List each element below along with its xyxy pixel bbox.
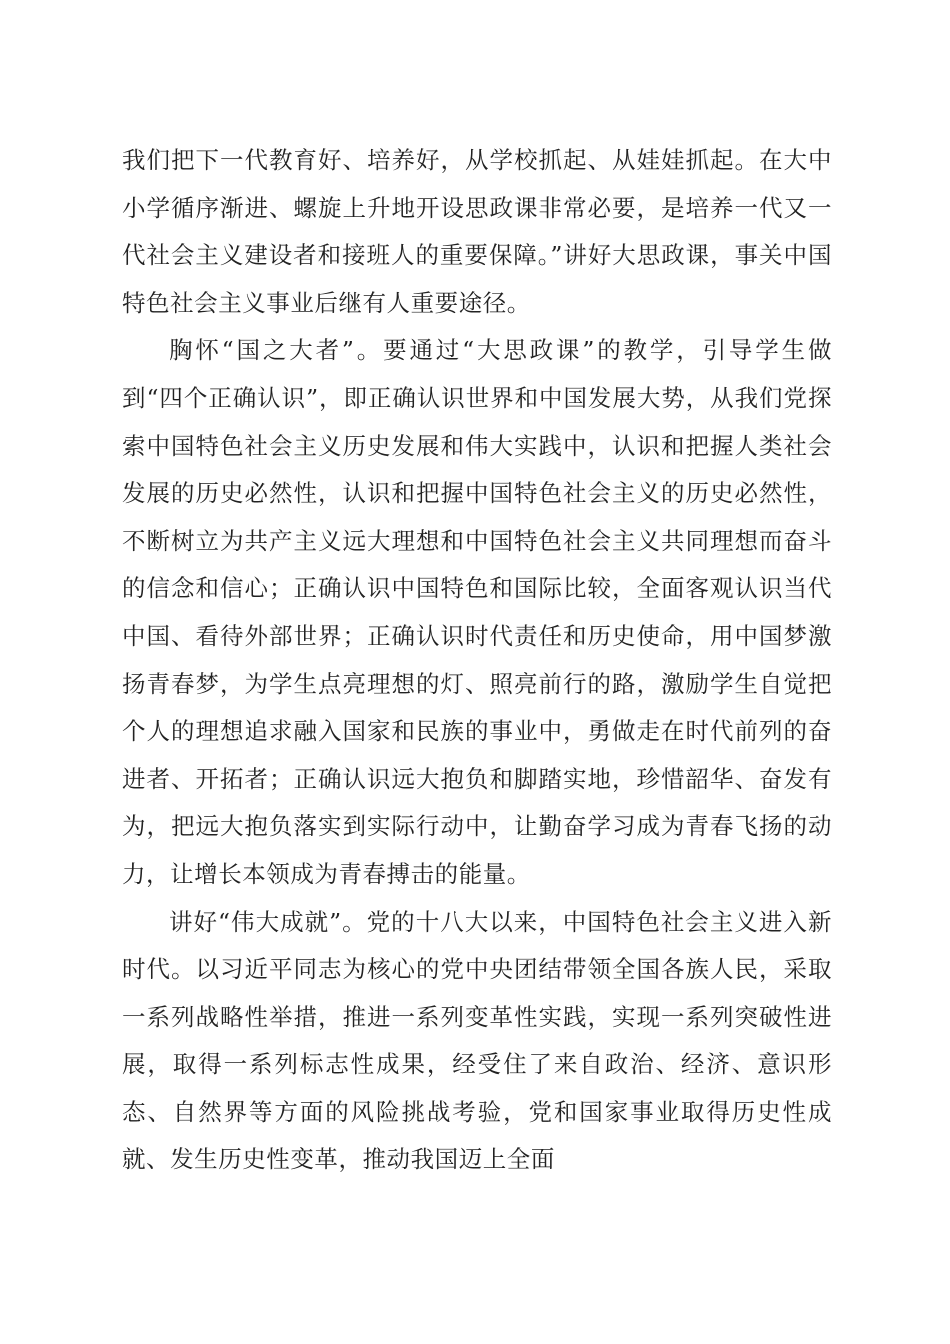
document-body (122, 137, 832, 1184)
paragraph-guo-zhi-da-zhe: 胸怀“国之大者”。要通过“大思政课”的教学，引导学生做到“四个正确认识”，即正确认识世界和中国发展大势，从我们党探索中国特色社会主义历史发展和伟大实践中，认识和把握人类社会发展的历史必然性，认识和把握中国特色社会主义的历史必然性，不断树立为共产主义远大理想和中国特色社会主义共同理想而奋斗的信念和信心；正确认识中国特色和国际比较，全面客观认识当代中国、看待外部世界；正确认识时代责任和历史使命，用中国梦激扬青春梦，为学生点亮理想的灯、照亮前行的路，激励学生自觉把个人的理想追求融入国家和民族的事业中，勇做走在时代前列的奋进者、开拓者；正确认识远大抱负和脚踏实地，珍惜韶华、奋发有为，把远大抱负落实到实际行动中，让勤奋学习成为青春飞扬的动力，让增长本领成为青春搏击的能量。 (122, 336, 832, 888)
paragraph-continuation: 我们把下一代教育好、培养好，从学校抓起、从娃娃抓起。在大中小学循序渐进、螺旋上升地开设思政课非常必要，是培养一代又一代社会主义建设者和接班人的重要保障。”讲好大思政课，事关中国特色社会主义事业后继有人重要途径。 (122, 146, 832, 317)
paragraph-wei-da-cheng-jiu: 讲好“伟大成就”。党的十八大以来，中国特色社会主义进入新时代。以习近平同志为核心的党中央团结带领全国各族人民，采取一系列战略性举措，推进一系列变革性实践，实现一系列突破性进展，取得一系列标志性成果，经受住了来自政治、经济、意识形态、自然界等方面的风险挑战考验，党和国家事业取得历史性成就、发生历史性变革，推动我国迈上全面 (122, 907, 832, 1174)
